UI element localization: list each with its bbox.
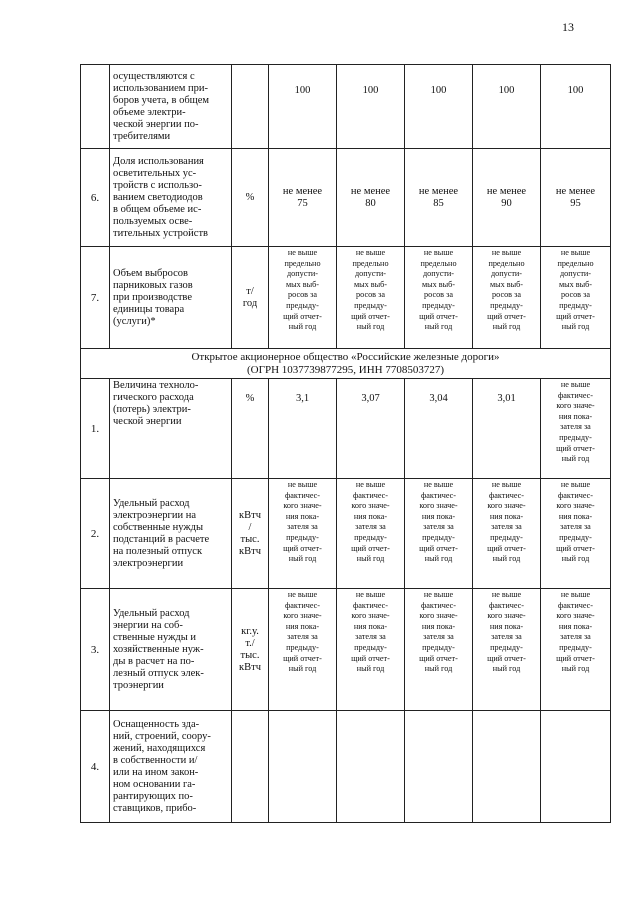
- value-cell: не выше фактичес- кого значе- ния пока- зателя за предыду- щий отчет- ный год: [541, 379, 611, 479]
- table-row: [81, 65, 611, 149]
- row-number: 1.: [81, 379, 110, 479]
- value-cell: 100: [473, 65, 541, 149]
- row-description: Удельный расход энергии на соб- ственные нужды и хозяйственные нуж- ды в расчет на по- лезный отпуск элек- троэнергии: [110, 589, 232, 711]
- table-row: [81, 711, 611, 823]
- row-description: Удельный расход электроэнергии на собственные нужды подстанций в расчете на полезный отпуск электроэнергии: [110, 479, 232, 589]
- value-cell: не выше фактичес- кого значе- ния пока- зателя за предыду- щий отчет- ный год: [473, 589, 541, 711]
- value-cell: не выше фактичес- кого значе- ния пока- зателя за предыду- щий отчет- ный год: [337, 479, 405, 589]
- value-cell: 3,04: [405, 379, 473, 479]
- value-cell: [337, 711, 405, 823]
- value-cell: не выше предельно допусти- мых выб- росов за предыду- щий отчет- ный год: [541, 247, 611, 349]
- row-unit: %: [232, 149, 269, 247]
- value-cell: [541, 711, 611, 823]
- table-row: [81, 247, 611, 349]
- value-cell: не выше фактичес- кого значе- ния пока- зателя за предыду- щий отчет- ный год: [269, 589, 337, 711]
- section-ids: (ОГРН 1037739877295, ИНН 7708503727): [246, 363, 445, 376]
- row-unit: т/ год: [232, 247, 269, 349]
- row-number: 2.: [81, 479, 110, 589]
- value-cell: 3,07: [337, 379, 405, 479]
- section-header: [81, 349, 611, 379]
- value-cell: 100: [405, 65, 473, 149]
- value-cell: не выше фактичес- кого значе- ния пока- зателя за предыду- щий отчет- ный год: [405, 479, 473, 589]
- row-number: 3.: [81, 589, 110, 711]
- row-number: 7.: [81, 247, 110, 349]
- section-title: Открытое акционерное общество «Российские железные дороги»: [191, 350, 500, 363]
- section-header-row: [81, 349, 611, 379]
- value-cell: не менее 95: [541, 149, 611, 247]
- row-unit: %: [232, 379, 269, 479]
- row-number: [81, 65, 110, 149]
- row-description: Доля использования осветительных ус- тройств с использо- ванием светодиодов в общем объеме ис- пользуемых осве- тительных устройств: [110, 149, 232, 247]
- value-cell: не выше фактичес- кого значе- ния пока- зателя за предыду- щий отчет- ный год: [541, 479, 611, 589]
- value-cell: не менее 85: [405, 149, 473, 247]
- row-number: 6.: [81, 149, 110, 247]
- value-cell: [405, 711, 473, 823]
- row-description: Величина техноло- гического расхода (потерь) электри- ческой энергии: [110, 379, 232, 479]
- row-unit: кг.у. т./ тыс. кВтч: [232, 589, 269, 711]
- value-cell: не менее 80: [337, 149, 405, 247]
- page-number: 13: [562, 20, 574, 34]
- value-cell: не выше фактичес- кого значе- ния пока- зателя за предыду- щий отчет- ный год: [541, 589, 611, 711]
- table-row: [81, 479, 611, 589]
- value-cell: не менее 75: [269, 149, 337, 247]
- value-cell: не выше предельно допусти- мых выб- росов за предыду- щий отчет- ный год: [337, 247, 405, 349]
- value-cell: не выше фактичес- кого значе- ния пока- зателя за предыду- щий отчет- ный год: [473, 479, 541, 589]
- value-cell: [269, 711, 337, 823]
- value-cell: не выше предельно допусти- мых выб- росов за предыду- щий отчет- ный год: [269, 247, 337, 349]
- row-description: осуществляются с использованием при- боров учета, в общем объеме электри- ческой энергии по- требителями: [110, 65, 232, 149]
- indicators-table: [80, 64, 611, 823]
- value-cell: не выше фактичес- кого значе- ния пока- зателя за предыду- щий отчет- ный год: [337, 589, 405, 711]
- table-row: [81, 149, 611, 247]
- table-row: [81, 589, 611, 711]
- value-cell: 100: [337, 65, 405, 149]
- row-description: Объем выбросов парниковых газов при производстве единицы товара (услуги)*: [110, 247, 232, 349]
- value-cell: [473, 711, 541, 823]
- value-cell: не выше предельно допусти- мых выб- росов за предыду- щий отчет- ный год: [473, 247, 541, 349]
- row-unit: [232, 711, 269, 823]
- table-row: [81, 379, 611, 479]
- row-number: 4.: [81, 711, 110, 823]
- value-cell: 100: [541, 65, 611, 149]
- value-cell: не менее 90: [473, 149, 541, 247]
- row-unit: [232, 65, 269, 149]
- value-cell: не выше фактичес- кого значе- ния пока- зателя за предыду- щий отчет- ный год: [405, 589, 473, 711]
- value-cell: не выше фактичес- кого значе- ния пока- зателя за предыду- щий отчет- ный год: [269, 479, 337, 589]
- value-cell: 100: [269, 65, 337, 149]
- value-cell: 3,01: [473, 379, 541, 479]
- row-description: Оснащенность зда- ний, строений, соору- жений, находящихся в собственности и/ или на ином закон- ном основании га- рантирующих по- ставщиков, прибо-: [110, 711, 232, 823]
- row-unit: кВтч / тыс. кВтч: [232, 479, 269, 589]
- value-cell: 3,1: [269, 379, 337, 479]
- value-cell: не выше предельно допусти- мых выб- росов за предыду- щий отчет- ный год: [405, 247, 473, 349]
